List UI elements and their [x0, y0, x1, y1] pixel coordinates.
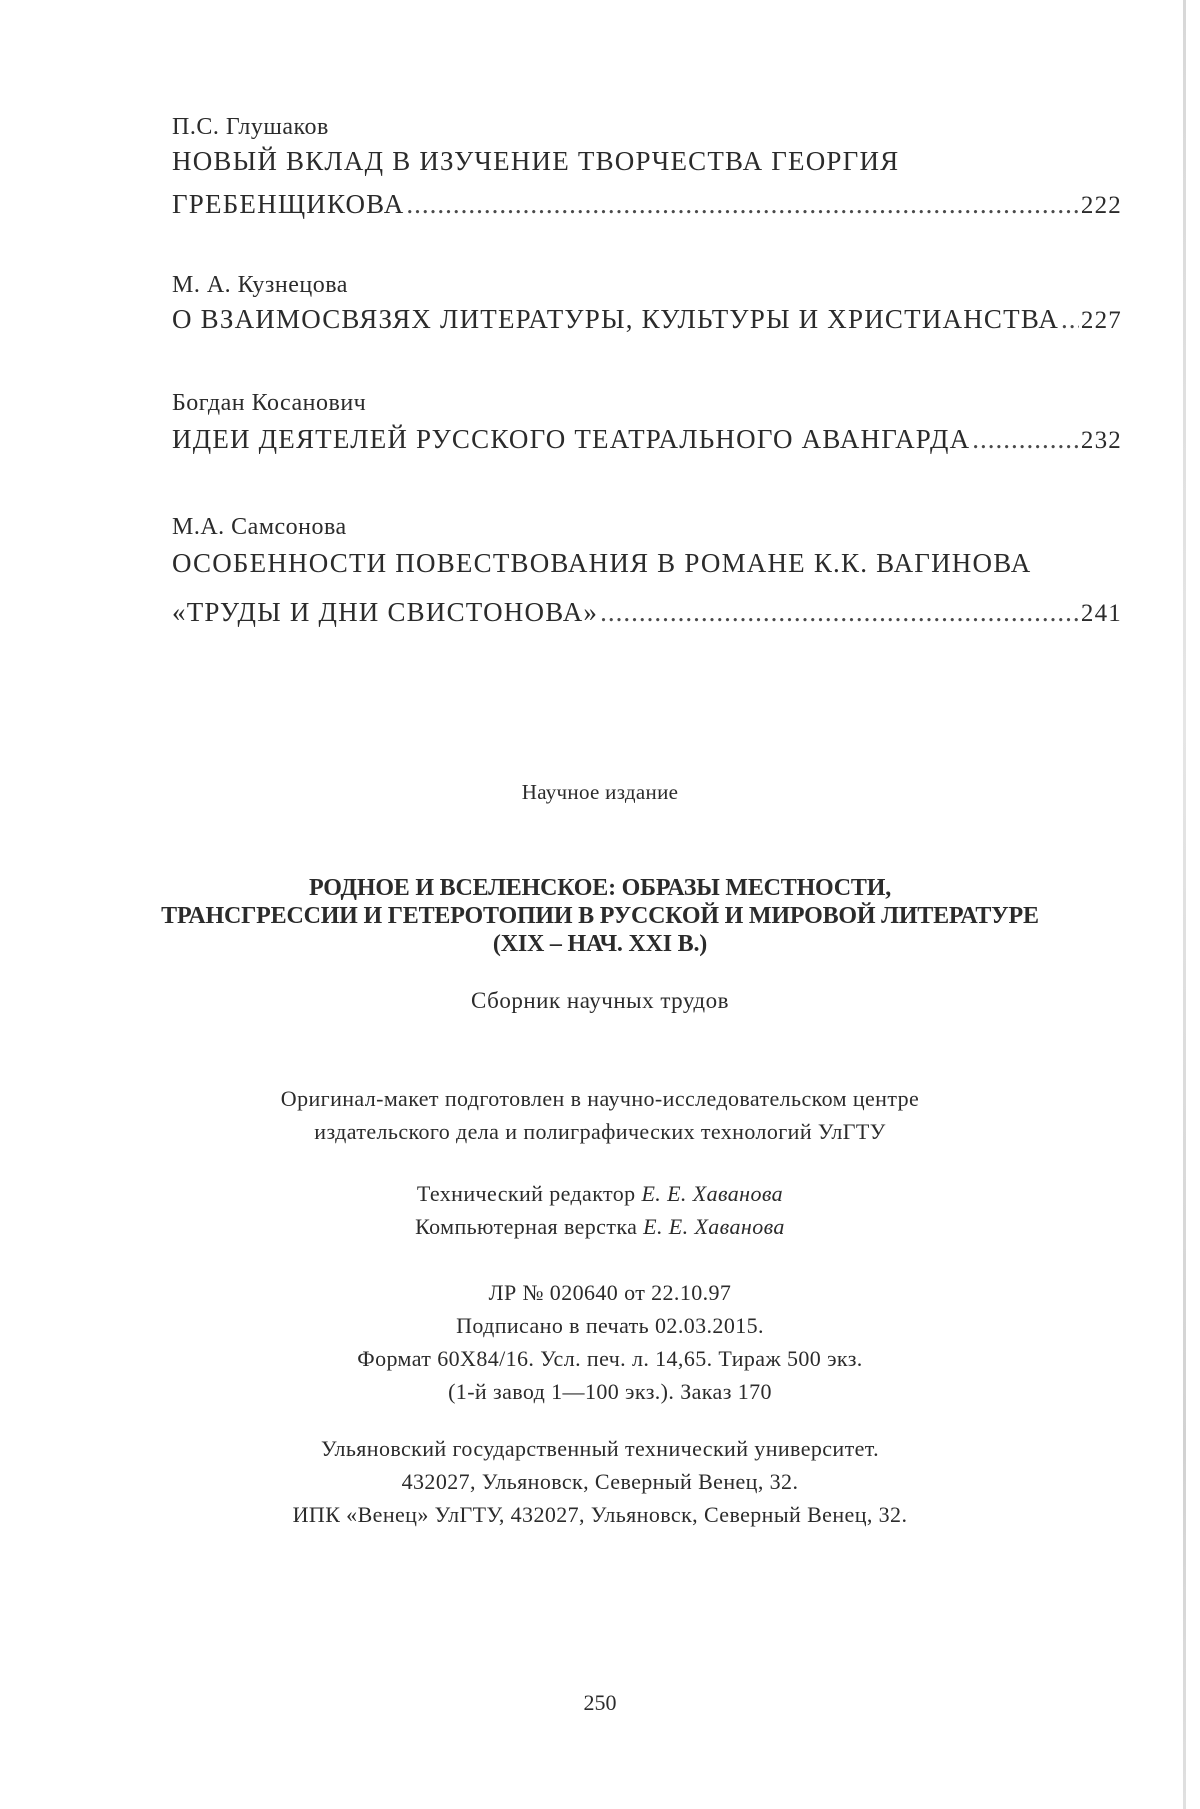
- toc-title-continued: [172, 189, 1122, 220]
- toc-page-number: 241: [1080, 600, 1122, 627]
- toc-entry: [172, 270, 1122, 335]
- credits: [0, 1177, 1200, 1243]
- toc-title-line2: ГРЕБЕНЩИКОВА: [172, 189, 405, 219]
- toc-author: М.А. Самсонова: [172, 514, 347, 540]
- book-title-line: РОДНОЕ И ВСЕЛЕНСКОЕ: ОБРАЗЫ МЕСТНОСТИ,: [308, 875, 892, 901]
- toc-entry: [172, 512, 1122, 628]
- technical-editor-name: Е. Е. Хаванова: [641, 1181, 784, 1206]
- layout-note-line: Оригинал-макет подготовлен в научно-исследовательском центре: [280, 1086, 920, 1111]
- dot-leader: [1061, 304, 1079, 335]
- toc-title: НОВЫЙ ВКЛАД В ИЗУЧЕНИЕ ТВОРЧЕСТВА ГЕОРГИЯ: [172, 146, 900, 176]
- toc-title-continued: [172, 597, 1122, 628]
- publication-type: Научное издание: [521, 780, 679, 804]
- book-title: [0, 874, 1200, 958]
- format-line: Формат 60X84/16. Усл. печ. л. 14,65. Тираж 500 экз.: [357, 1346, 863, 1371]
- page-number: 250: [583, 1690, 617, 1715]
- technical-editor-line: [0, 1177, 1200, 1210]
- signed-to-print-line: Подписано в печать 02.03.2015.: [456, 1313, 764, 1338]
- toc-page-number: 227: [1080, 307, 1122, 334]
- toc-title: О ВЗАИМОСВЯЗЯХ ЛИТЕРАТУРЫ, КУЛЬТУРЫ И ХРИСТИАНСТВА: [172, 304, 1060, 334]
- book-title-line: ТРАНСГРЕССИИ И ГЕТЕРОТОПИИ В РУССКОЙ И МИРОВОЙ ЛИТЕРАТУРЕ: [161, 903, 1039, 929]
- printing-house-line: ИПК «Венец» УлГТУ, 432027, Ульяновск, Северный Венец, 32.: [292, 1502, 908, 1527]
- dot-leader: [406, 189, 1078, 220]
- typesetting-name: Е. Е. Хаванова: [643, 1214, 785, 1239]
- publisher-info: [0, 1432, 1200, 1531]
- license-line: ЛР № 020640 от 22.10.97: [488, 1280, 732, 1305]
- print-details: [0, 1276, 1200, 1408]
- collection-type: Сборник научных трудов: [471, 988, 729, 1013]
- dot-leader: [600, 597, 1079, 628]
- book-title-line: (XIX – НАЧ. XXI В.): [492, 931, 708, 957]
- toc-author: П.С. Глушаков: [172, 114, 329, 140]
- toc-page-number: 232: [1080, 427, 1122, 454]
- toc-entry: [172, 112, 1122, 220]
- toc-title-line: [172, 424, 1122, 455]
- dot-leader: [972, 424, 1079, 455]
- toc-author: Богдан Косанович: [172, 390, 367, 416]
- layout-note-line: издательского дела и полиграфических технологий УлГТУ: [314, 1119, 886, 1144]
- layout-note: [0, 1082, 1200, 1148]
- typesetting-label: Компьютерная верстка: [415, 1214, 638, 1239]
- toc-title: ИДЕИ ДЕЯТЕЛЕЙ РУССКОГО ТЕАТРАЛЬНОГО АВАНГАРДА: [172, 424, 971, 454]
- toc-title-line: [172, 304, 1122, 335]
- toc-author: М. А. Кузнецова: [172, 272, 348, 298]
- publisher-line: Ульяновский государственный технический университет.: [320, 1436, 880, 1461]
- toc-page-number: 222: [1080, 192, 1122, 219]
- typesetting-line: [0, 1210, 1200, 1243]
- technical-editor-label: Технический редактор: [416, 1181, 636, 1206]
- toc-title: ОСОБЕННОСТИ ПОВЕСТВОВАНИЯ В РОМАНЕ К.К. ВАГИНОВА: [172, 548, 1032, 578]
- toc-title-line2: «ТРУДЫ И ДНИ СВИСТОНОВА»: [172, 597, 599, 627]
- publisher-address-line: 432027, Ульяновск, Северный Венец, 32.: [401, 1469, 799, 1494]
- toc-entry: [172, 388, 1122, 455]
- print-run-line: (1-й завод 1—100 экз.). Заказ 170: [448, 1379, 772, 1404]
